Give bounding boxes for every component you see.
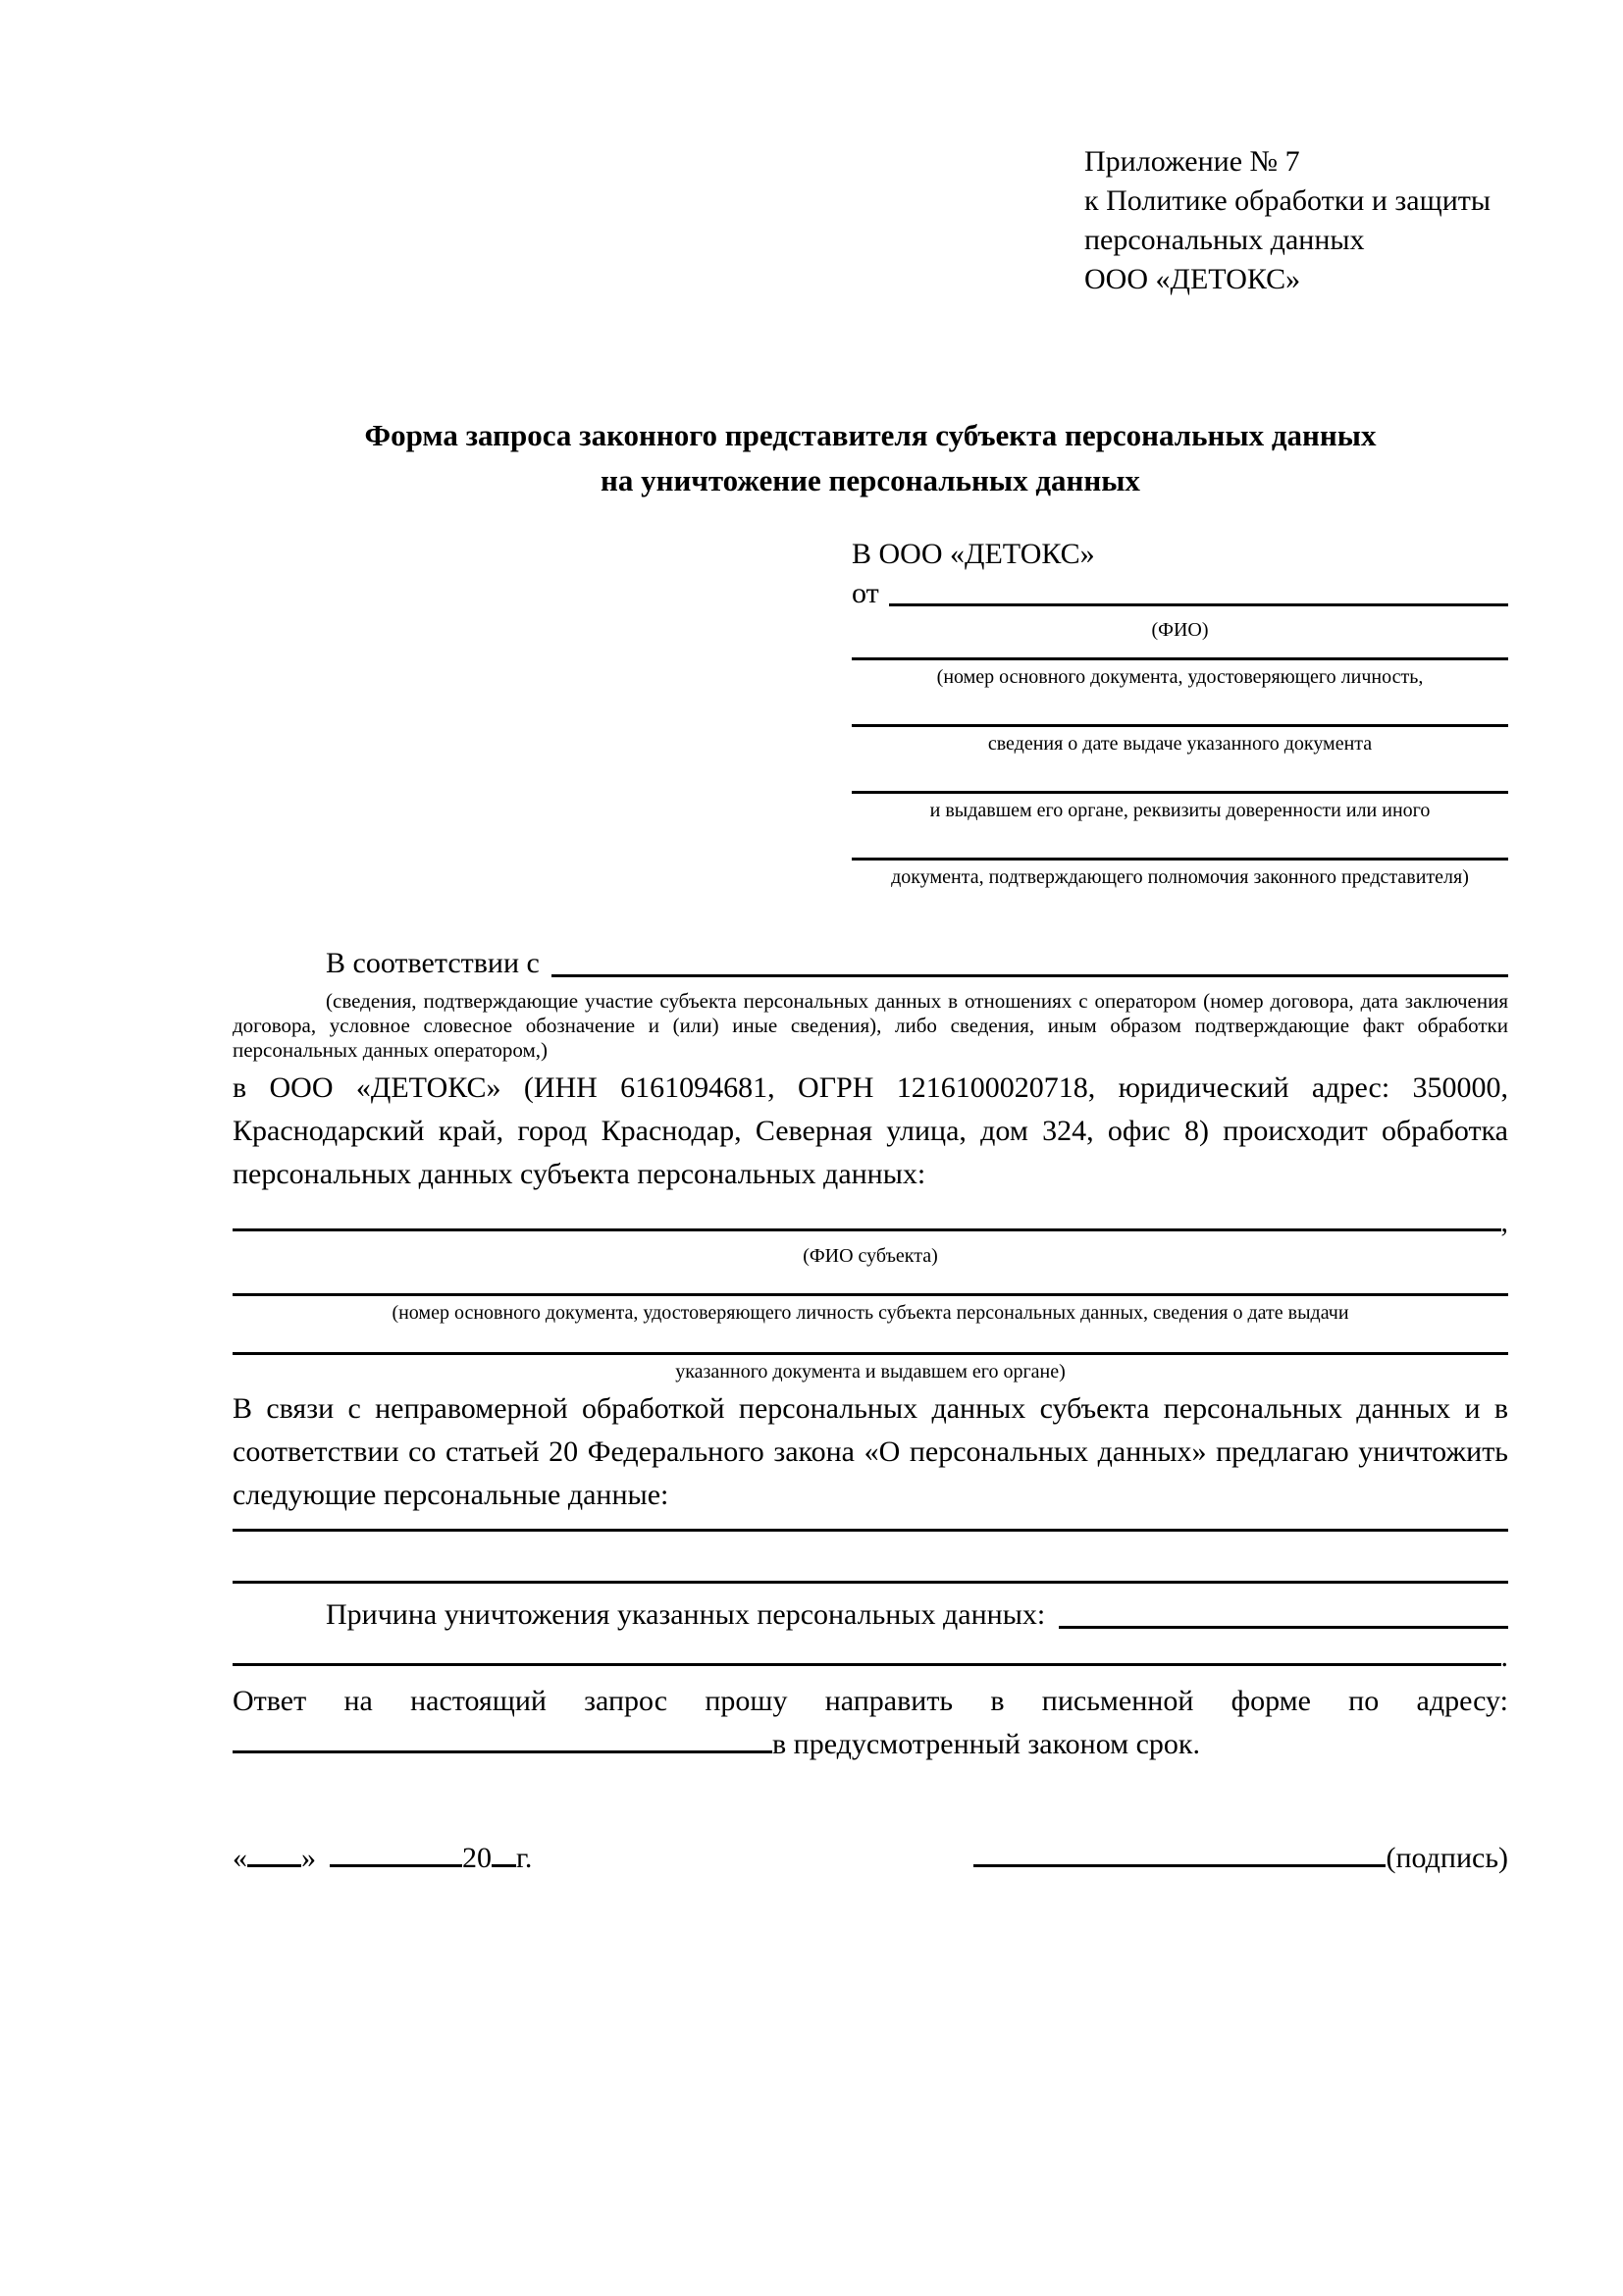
accordance-label: В соответствии с xyxy=(326,947,540,979)
subject-fio-row xyxy=(233,1206,1508,1239)
representative-doc-blank-field-4 xyxy=(852,858,1508,861)
subject-fio-caption: (ФИО субъекта) xyxy=(803,1245,938,1267)
date-day-blank-field xyxy=(247,1838,301,1867)
addressee-block xyxy=(852,535,1508,889)
signature-blank-field xyxy=(973,1838,1386,1867)
subject-doc-blank-field-2 xyxy=(233,1352,1508,1355)
reason-blank-field-2 xyxy=(233,1663,1501,1666)
reply-instruction: Ответ на настоящий запрос прошу направить в письменной форме по адресу: xyxy=(233,1685,1508,1717)
document-title xyxy=(233,413,1508,503)
date-field xyxy=(233,1837,532,1880)
addressee-organization: В ООО «ДЕТОКС» xyxy=(852,538,1095,570)
reply-instruction-tail: в предусмотренный законом срок. xyxy=(772,1728,1200,1760)
representative-doc-blank-field-2 xyxy=(852,724,1508,727)
representative-doc-caption-1: (номер основного документа, удостоверяющего личность, xyxy=(936,666,1424,688)
footer-row xyxy=(233,1837,1508,1880)
reply-address-row xyxy=(233,1723,1508,1766)
appendix-note-line-3: персональных данных xyxy=(1084,224,1365,256)
signature-field xyxy=(973,1837,1508,1880)
date-close-quote: » xyxy=(301,1842,316,1874)
appendix-note-line-4: ООО «ДЕТОКС» xyxy=(1084,263,1301,295)
operator-details-paragraph: в ООО «ДЕТОКС» (ИНН 6161094681, ОГРН 1216100020718, юридический адрес: 350000, Краснодарский край, город Краснодар, Северная улица, дом 324, офис 8) происходит обработка персональных данных субъекта персональных данных: xyxy=(233,1071,1508,1190)
reason-label: Причина уничтожения указанных персональных данных: xyxy=(326,1598,1046,1631)
accordance-row xyxy=(233,942,1508,985)
reason-continuation-row xyxy=(233,1641,1508,1674)
date-year-blank-field xyxy=(492,1838,516,1867)
date-year-suffix: г. xyxy=(516,1842,533,1874)
date-open-quote: « xyxy=(233,1842,247,1874)
reply-address-blank-field xyxy=(233,1724,772,1753)
subject-fio-blank-field xyxy=(233,1228,1501,1231)
reason-row xyxy=(233,1593,1508,1637)
from-blank-field xyxy=(889,603,1508,606)
accordance-blank-field xyxy=(551,974,1508,977)
from-label: от xyxy=(852,577,879,609)
personal-data-blank-line-1 xyxy=(233,1529,1508,1532)
representative-doc-blank-field-3 xyxy=(852,791,1508,794)
appendix-note xyxy=(1084,142,1508,299)
trailing-comma: , xyxy=(1500,1206,1508,1238)
reason-blank-field xyxy=(1059,1626,1508,1629)
signature-caption: (подпись) xyxy=(1386,1842,1508,1874)
appendix-note-line-2: к Политике обработки и защиты xyxy=(1084,184,1492,217)
representative-doc-caption-4: документа, подтверждающего полномочия законного представителя) xyxy=(891,866,1469,888)
subject-doc-caption-1: (номер основного документа, удостоверяющего личность субъекта персональных данных, сведения о дате выдачи xyxy=(392,1302,1349,1324)
from-row xyxy=(852,574,1508,613)
subject-doc-blank-field-1 xyxy=(233,1293,1508,1296)
document-title-line-1: Форма запроса законного представителя субъекта персональных данных xyxy=(364,418,1377,452)
personal-data-blank-line-2 xyxy=(233,1581,1508,1584)
fio-caption: (ФИО) xyxy=(1151,619,1209,641)
representative-doc-caption-2: сведения о дате выдаче указанного документа xyxy=(987,733,1373,755)
date-year-prefix: 20 xyxy=(462,1842,492,1874)
accordance-note: (сведения, подтверждающие участие субъекта персональных данных в отношениях с оператором (номер договора, дата заключения договора, условное словесное обозначение и (или) иные сведения), либо сведения, иным образом подтверждающие факт обработки персональных данных оператором,) xyxy=(233,989,1508,1062)
representative-doc-blank-field-1 xyxy=(852,657,1508,660)
subject-doc-caption-2: указанного документа и выдавшем его органе) xyxy=(675,1361,1066,1383)
date-month-blank-field xyxy=(330,1838,462,1867)
appendix-note-line-1: Приложение № 7 xyxy=(1084,145,1300,178)
trailing-period: . xyxy=(1500,1641,1508,1673)
representative-doc-caption-3: и выдавшем его органе, реквизиты доверенности или иного xyxy=(929,800,1431,821)
document-title-line-2: на уничтожение персональных данных xyxy=(601,463,1140,497)
destruction-request-paragraph: В связи с неправомерной обработкой персональных данных субъекта персональных данных и в соответствии со статьей 20 Федерального закона «О персональных данных» предлагаю уничтожить следующие персональные данные: xyxy=(233,1392,1508,1511)
